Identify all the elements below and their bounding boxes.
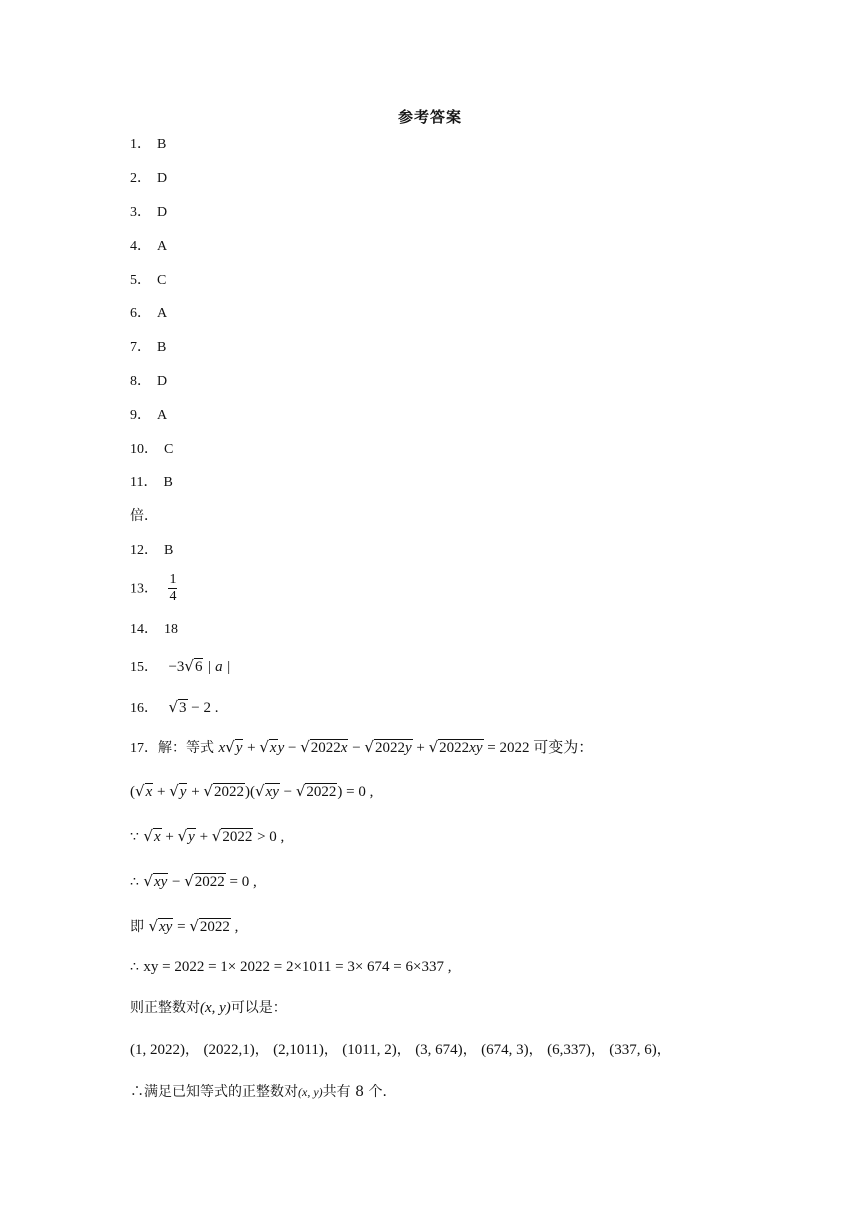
pair: (1, 2022) [130,1042,185,1058]
q17-conclusion: ∴满足已知等式的正整数对(x, y)共有 8 个． [130,1084,397,1100]
pair: (6,337) [547,1042,591,1058]
pair: (1011, 2) [342,1042,397,1058]
answer-6: 6． A [130,306,168,321]
q17-step-5: ∴ xy = 2022 = 1× 2022 = 2×1011 = 3× 674 = 6×337 , [130,959,452,975]
page-title: 参考答案 [397,108,462,126]
answer-9: 9． A [130,408,168,423]
answer-2: 2． D [130,171,168,186]
answer-16: 16． √3 − 2 . [130,698,219,716]
answer-13: 13． $\frac{1}{4}$ [130,572,177,604]
pair: (3, 674) [415,1042,463,1058]
answer-8: 8． D [130,374,168,389]
q17-step-2: ∵ √x + √y + √2022 > 0 , [130,827,285,845]
answer-15: 15． −3√6 | a | [130,657,231,675]
answer-3: 3． D [130,205,168,220]
pair: (2022,1) [203,1042,255,1058]
pair: (2,1011) [273,1042,324,1058]
answer-14: 14． 18 [130,622,178,637]
answer-4: 4． A [130,239,168,254]
q17-equation-line: 17．解：等式 x√y + √xy − √2022x − √2022y + √2022xy = 2022 可变为： [130,738,594,756]
answer-1: 1． B [130,137,167,152]
fraction: $\frac{1}{4}$ [169,572,177,604]
answer-10: 10． C [130,442,174,457]
answer-11: 11． B [130,475,173,490]
q17-step-6: 则正整数对(x, y)可以是： [130,1000,287,1016]
q17-pairs: (1, 2022)， (2022,1)， (2,1011)， (1011, 2)， (3, 674)， (674, 3)， (6,337)， (337, 6)， [130,1042,671,1058]
q17-step-3: ∴ √xy − √2022 = 0 , [130,872,257,890]
answer-7: 7． B [130,340,167,355]
note-line: 倍． [130,508,158,524]
q17-step-1: (√x + √y + √2022)(√xy − √2022) = 0 , [130,782,374,800]
pair: (674, 3) [481,1042,529,1058]
pair: (337, 6) [609,1042,657,1058]
answer-5: 5． C [130,273,167,288]
answer-12: 12． B [130,543,174,558]
q17-step-4: 即 √xy = √2022 , [130,917,239,935]
